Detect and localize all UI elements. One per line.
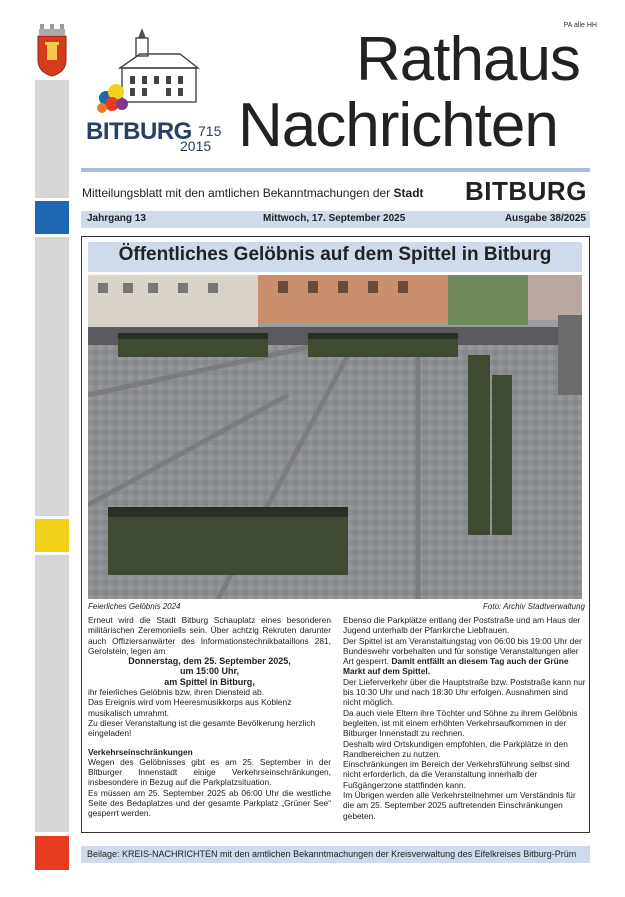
city-crest-icon	[34, 22, 70, 78]
right-para-2: Der Spittel ist am Veranstaltungstag von 06:00 bis 19:00 Uhr der Bundeswehr vorbehalten und für sonstige Veranstaltungen aller Art gesperrt.	[343, 635, 582, 667]
ceremony-photo	[88, 275, 582, 599]
logo-year-1: 715	[198, 123, 222, 139]
issue-date: Mittwoch, 17. September 2025	[263, 213, 406, 224]
article-column-left	[88, 615, 331, 819]
event-date: Donnerstag, dem 25. September 2025,	[128, 656, 291, 667]
article-column-right	[343, 615, 586, 821]
article-headline: Öffentliches Gelöbnis auf dem Spittel in Bitburg	[118, 244, 552, 265]
strip-gray-3	[35, 555, 69, 832]
strip-blue	[35, 201, 69, 234]
right-para-2-bold: Damit entfällt an diesem Tag auch der Grüne Markt auf dem Spittel.	[343, 656, 569, 677]
left-para-2: ihr feierliches Gelöbnis bzw. ihren Diensteid ab.	[88, 687, 264, 698]
logo-years	[180, 124, 221, 154]
title-rathaus: Rathaus	[356, 25, 580, 94]
subtitle-bold: Stadt	[393, 186, 424, 200]
event-place: am Spittel in Bitburg,	[164, 676, 255, 687]
supplement-text: Beilage: KREIS-NACHRICHTEN mit den amtlichen Bekanntmachungen der Kreisverwaltung des Eifelkreises Bitburg-Prüm	[87, 849, 577, 859]
strip-red	[35, 836, 69, 870]
event-time: um 15:00 Uhr,	[179, 666, 240, 677]
subtitle	[82, 186, 424, 200]
photo-caption: Feierliches Gelöbnis 2024	[88, 602, 181, 611]
right-para-5: Deshalb wird Ortskundigen empfohlen, die Parkplätze in den Randbereichen zu nutzen.	[343, 738, 568, 759]
city-name: BITBURG	[465, 176, 587, 206]
photo-credit: Foto: Archiv Stadtverwaltung	[483, 602, 585, 611]
right-para-4: Da auch viele Eltern ihre Töchter und Söhne zu ihrem Gelöbnis begleiten, ist mit einem erhöhten Verkehrsaufkommen in der Bitburger Innenstadt zu rechnen.	[343, 707, 578, 739]
title-nachrichten: Nachrichten	[238, 91, 558, 160]
title-rule	[81, 168, 590, 172]
traffic-heading: Verkehrseinschränkungen	[88, 746, 193, 757]
left-para-1: Erneut wird die Stadt Bitburg Schauplatz eines besonderen militärischen Zeremoniells sein. Über achtzig Rekruten darunter auch Offiziersanwärter des Informationstechnikbataillons 281, Gerolstein, legen am	[88, 615, 331, 656]
supplement-bar	[81, 846, 590, 863]
right-para-1: Ebenso die Parkplätze entlang der Poststraße und am Haus der Jugend unterhalb der Pfarrkirche Liebfrauen.	[343, 615, 581, 636]
strip-yellow	[35, 519, 69, 552]
volume: Jahrgang 13	[87, 213, 146, 224]
distribution-note: PA alle HH	[563, 22, 597, 29]
left-para-6: Es müssen am 25. September 2025 ab 06:00 Uhr die westliche Seite des Bedaplatzes und der gesamte Parkplatz „Grüner See“ gesperrt werden.	[88, 787, 331, 819]
left-para-3: Das Ereignis wird vom Heeresmusikkorps aus Koblenz musikalisch umrahmt.	[88, 697, 292, 718]
right-para-7: Im Übrigen werden alle Verkehrsteilnehmer um Verständnis für die am 25. September 2025 auftretenden Einschränkungen gebeten.	[343, 790, 576, 821]
left-para-5: Wegen des Gelöbnisses gibt es am 25. September in der Bitburger Innenstadt einige Verkehrseinschränkungen, insbesondere in Bezug auf die Parkplatzsituation.	[88, 756, 331, 788]
logo-city-text: BITBURG	[86, 118, 192, 145]
logo-year-2: 2015	[180, 138, 212, 154]
issue-info-bar	[81, 211, 590, 228]
subtitle-text: Mitteilungsblatt mit den amtlichen Bekanntmachungen der	[82, 186, 391, 200]
issue-number: Ausgabe 38/2025	[504, 213, 586, 224]
strip-gray-2	[35, 237, 69, 516]
right-para-3: Der Lieferverkehr über die Hauptstraße bzw. Poststraße kann nur bis 10:30 Uhr und nach 18:30 Uhr erfolgen. Ausnahmen sind nicht möglich.	[343, 676, 586, 708]
strip-gray-1	[35, 80, 69, 198]
right-para-6: Einschränkungen im Bereich der Verkehrsführung selbst sind nicht erforderlich, da die Veranstaltung innerhalb der Fußgängerzone stattfinden kann.	[343, 759, 570, 790]
left-para-4: Zu dieser Veranstaltung ist die gesamte Bevölkerung herzlich eingeladen!	[88, 717, 316, 739]
